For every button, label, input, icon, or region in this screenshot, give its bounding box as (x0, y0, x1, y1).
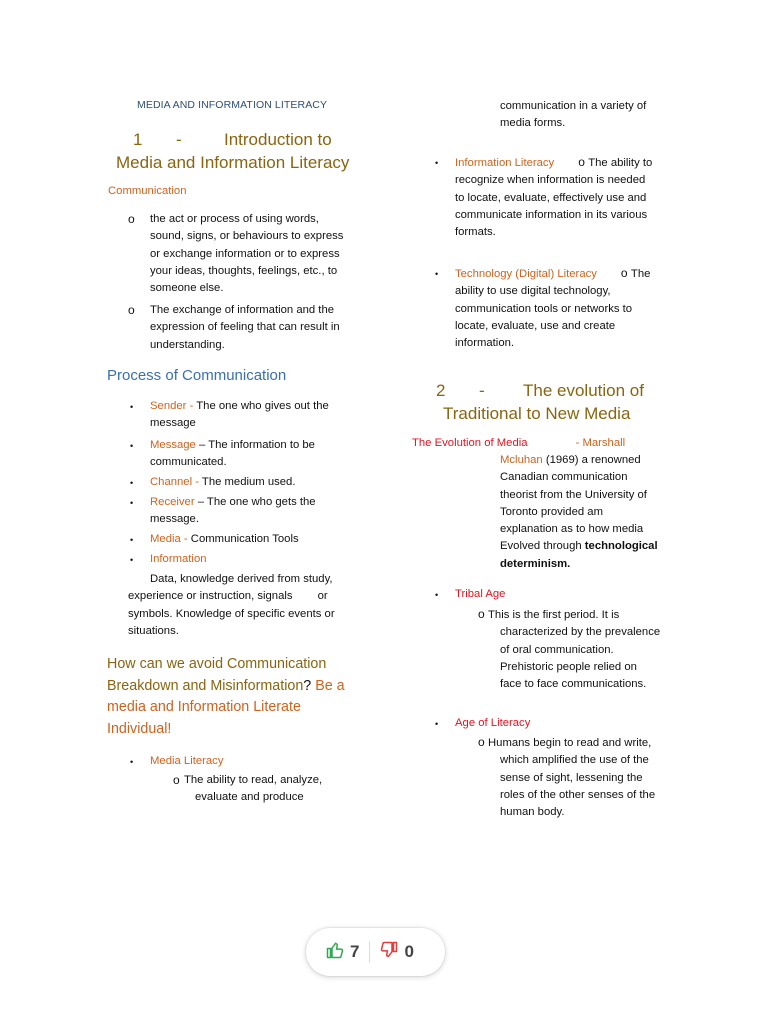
document-title: MEDIA AND INFORMATION LITERACY (137, 99, 328, 111)
circle-bullet-icon: o (128, 303, 135, 317)
bullet-icon: • (130, 555, 134, 565)
evolution-description: Mcluhan (1969) a renowned Canadian communication theorist from the University of Toronto provided am explanation as to how media Evolved through technological determinism. (500, 454, 658, 570)
bullet-icon: • (435, 269, 439, 279)
section-2-title-line1: The evolution of (523, 381, 644, 400)
section-1-title-line2: Media and Information Literacy (116, 153, 350, 172)
bullet-icon: • (130, 535, 134, 545)
bullet-icon: • (435, 590, 439, 600)
section-2-title-line2: Traditional to New Media (443, 404, 631, 423)
circle-bullet-icon: o (173, 773, 180, 787)
thumbs-down-icon (380, 941, 398, 964)
media-literacy-term: Media Literacy (150, 755, 224, 767)
downvote-button[interactable] (380, 941, 413, 964)
bullet-icon: • (130, 441, 134, 451)
process-item-information: Information (150, 553, 207, 565)
section-2-number: 2 (436, 381, 446, 400)
communication-label: Communication (108, 185, 187, 197)
process-item-sender: Sender - The one who gives out the message (150, 400, 329, 430)
process-item-message: Message – The information to be communicated. (150, 439, 315, 469)
bullet-icon: • (130, 402, 134, 412)
communication-definition-1: the act or process of using words, sound, signs, or behaviours to express or exchange information or to express your ideas, thoughts, feelings, etc., to someone else. (150, 213, 344, 295)
evolution-label-line: The Evolution of Media - Marshall (412, 437, 626, 449)
bullet-icon: • (130, 498, 134, 508)
process-item-media: Media - Communication Tools (150, 533, 299, 545)
bullet-icon: • (435, 158, 439, 168)
vote-bar (306, 928, 445, 976)
age-of-literacy-term: Age of Literacy (455, 717, 531, 729)
circle-bullet-icon: o (128, 212, 135, 226)
age-of-literacy-description: o Humans begin to read and write, which amplified the use of the sense of sight, lessening the roles of the other senses of the human body. (478, 735, 656, 819)
section-1-number: 1 (133, 130, 143, 149)
question-heading: How can we avoid Communication Breakdown and Misinformation? Be a media and Information Literate Individual! (107, 656, 345, 737)
tribal-age-term: Tribal Age (455, 588, 506, 600)
information-literacy-item: Information Literacy o The ability to recognize when information is needed to locate, evaluate, effectively use and communicate information in its various formats. (455, 155, 653, 239)
section-1-dash: - (176, 130, 182, 149)
tribal-age-description: o This is the first period. It is characterized by the prevalence of oral communication. Prehistoric people relied on face to face communications. (478, 607, 661, 691)
process-item-receiver: Receiver – The one who gets the message. (150, 496, 316, 526)
bullet-icon: • (130, 757, 134, 767)
communication-definition-2: The exchange of information and the expression of feeling that can result in understanding. (150, 304, 340, 351)
media-literacy-continuation: communication in a variety of media forms. (500, 100, 647, 130)
section-1-title-line1: Introduction to (224, 130, 332, 149)
technology-literacy-item: Technology (Digital) Literacy o The ability to use digital technology, communication tools or networks to locate, evaluate, use and create information. (455, 266, 651, 350)
media-literacy-definition: The ability to read, analyze, evaluate and produce (184, 774, 323, 804)
thumbs-up-icon (326, 941, 344, 964)
information-definition: Data, knowledge derived from study, experience or instruction, signals or symbols. Knowledge of specific events or situations. (128, 573, 335, 637)
process-heading: Process of Communication (107, 367, 287, 384)
downvote-count: 0 (404, 942, 414, 961)
upvote-count: 7 (350, 942, 360, 961)
upvote-button[interactable] (326, 941, 359, 964)
vote-divider (369, 941, 370, 963)
bullet-icon: • (130, 478, 134, 488)
process-item-channel: Channel - The medium used. (150, 476, 296, 488)
bullet-icon: • (435, 719, 439, 729)
section-2-dash: - (479, 381, 485, 400)
